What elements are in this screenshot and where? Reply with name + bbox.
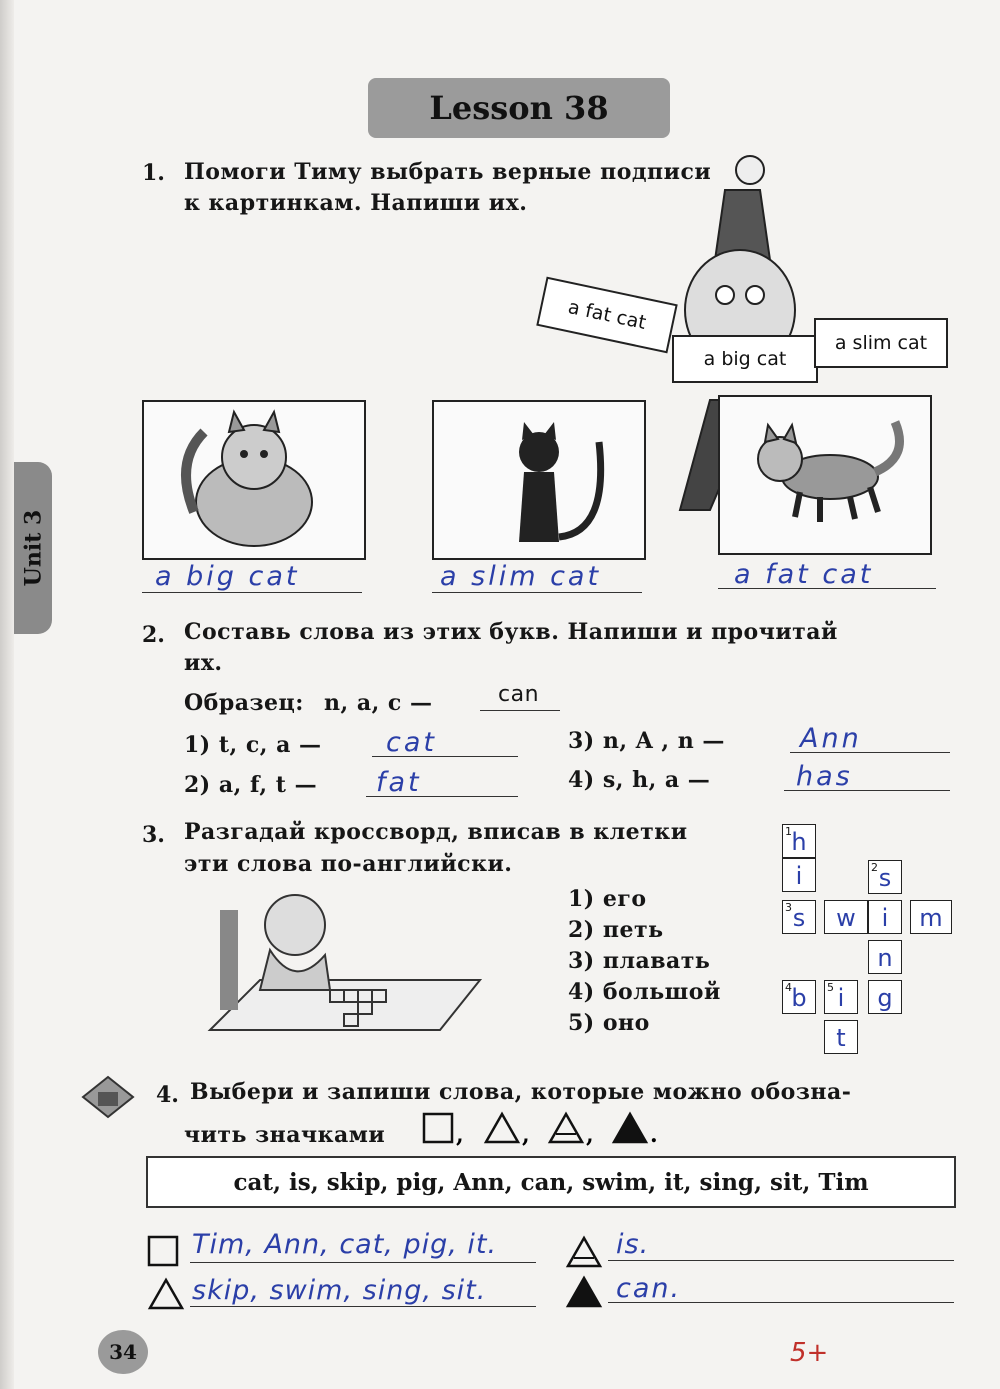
girl-doing-crossword-illustration: [200, 880, 490, 1040]
task3-clue-3: 3) плавать: [568, 948, 711, 974]
task4-word-list: cat, is, skip, pig, Ann, can, swim, it, sing, sit, Tim: [146, 1156, 956, 1208]
crossword-cell[interactable]: [824, 980, 858, 1014]
task2-item-1-prompt: 1) t, c, a —: [184, 732, 322, 758]
crossword-cell[interactable]: [868, 860, 902, 894]
unit-tab-label: Unit 3: [20, 509, 47, 587]
task2-item-4-answer: has: [796, 761, 853, 792]
task3-instruction-line1: Разгадай кроссворд, вписав в клетки: [184, 819, 688, 845]
answer-line: [790, 752, 950, 753]
crossword-letter: s: [792, 904, 806, 932]
task2-item-3-answer: Ann: [800, 723, 862, 754]
triangle-arrow-icon: [564, 1234, 604, 1270]
task4-number: 4.: [156, 1082, 179, 1108]
crossword-clue-number: 4: [785, 981, 792, 994]
filled-triangle-icon: [564, 1274, 604, 1310]
task1-instruction-line2: к картинкам. Напиши их.: [184, 190, 528, 216]
crossword-cell[interactable]: [868, 900, 902, 934]
task2-instruction-line1: Составь слова из этих букв. Напиши и прочитай: [184, 619, 838, 645]
lesson-title: Lesson 38: [368, 78, 670, 138]
answer-line: [480, 710, 560, 711]
crossword-cell[interactable]: [782, 900, 816, 934]
answer-line: [190, 1262, 536, 1263]
crossword-letter: i: [837, 984, 845, 1012]
task1-answer-1: a big cat: [155, 561, 300, 592]
task3-number: 3.: [142, 822, 165, 848]
crossword-letter: s: [878, 864, 892, 892]
answer-line: [784, 790, 950, 791]
task4-answer-triangle-arrow: is.: [616, 1229, 650, 1260]
answer-line: [366, 796, 518, 797]
task3-instruction-line2: эти слова по-английски.: [184, 851, 513, 877]
task1-number: 1.: [142, 160, 165, 186]
crossword-clue-number: 2: [871, 861, 878, 874]
task3-clue-2: 2) петь: [568, 917, 664, 943]
crossword-letter: i: [795, 862, 803, 890]
task4-symbols: [420, 1108, 670, 1148]
page-spine: [0, 0, 14, 1389]
picture-slim-cat: [432, 400, 646, 560]
task4-answer-triangle: skip, swim, sing, sit.: [192, 1275, 487, 1306]
task2-instruction-line2: их.: [184, 650, 223, 676]
crossword-letter: b: [791, 984, 807, 1012]
crossword-cell[interactable]: [782, 824, 816, 858]
answer-line: [142, 592, 362, 593]
crossword-clue-number: 3: [785, 901, 792, 914]
task1-instruction-line1: Помоги Тиму выбрать верные подписи: [184, 159, 712, 185]
crossword-clue-number: 5: [827, 981, 834, 994]
task2-sample-label: Образец:: [184, 690, 304, 716]
crossword-letter: t: [836, 1024, 846, 1052]
crossword-cell[interactable]: [868, 980, 902, 1014]
caption-card-slim-cat: a slim cat: [814, 318, 948, 368]
triangle-arrow-icon: [550, 1114, 582, 1142]
task1-answer-3: a fat cat: [734, 559, 874, 590]
crossword-cell[interactable]: [910, 900, 952, 934]
crossword-clue-number: 1: [785, 825, 792, 838]
task3-clue-5: 5) оно: [568, 1010, 650, 1036]
crossword-letter: h: [791, 828, 807, 856]
task1-answer-2: a slim cat: [440, 561, 602, 592]
task4-answer-square: Tim, Ann, cat, pig, it.: [192, 1229, 498, 1260]
answer-line: [190, 1306, 536, 1307]
task3-clue-1: 1) его: [568, 886, 647, 912]
picture-big-cat: [142, 400, 366, 560]
answer-line: [718, 588, 936, 589]
triangle-icon: [146, 1276, 186, 1312]
task2-sample-letters: n, a, c —: [324, 690, 433, 716]
caption-card-fat-cat: a fat cat: [536, 277, 677, 354]
task2-item-3-prompt: 3) n, A , n —: [568, 728, 725, 754]
crossword-letter: i: [881, 904, 889, 932]
crossword-cell[interactable]: [782, 980, 816, 1014]
task4-instruction-line1: Выбери и запиши слова, которые можно обозна-: [190, 1079, 852, 1105]
crossword-letter: w: [836, 904, 856, 932]
task2-item-4-prompt: 4) s, h, a —: [568, 767, 711, 793]
task2-item-2-answer: fat: [376, 767, 422, 798]
crossword-letter: g: [877, 984, 893, 1012]
answer-line: [372, 756, 518, 757]
svg-text:.: .: [650, 1122, 658, 1148]
answer-line: [608, 1260, 954, 1261]
answer-line: [432, 592, 642, 593]
square-icon: [146, 1234, 182, 1270]
task2-item-2-prompt: 2) a, f, t —: [184, 772, 318, 798]
task2-number: 2.: [142, 622, 165, 648]
crossword-cell[interactable]: [824, 900, 868, 934]
triangle-icon: [486, 1114, 518, 1142]
crossword-cell[interactable]: [824, 1020, 858, 1054]
task4-instruction-line2: чить значками: [184, 1122, 386, 1148]
crossword-cell[interactable]: [868, 940, 902, 974]
task2-item-1-answer: cat: [386, 727, 437, 758]
answer-line: [608, 1302, 954, 1303]
task4-answer-triangle-filled: can.: [616, 1273, 682, 1304]
caption-card-big-cat: a big cat: [672, 335, 818, 383]
svg-text:,: ,: [586, 1122, 594, 1148]
bookbag-icon: [78, 1072, 138, 1122]
filled-triangle-icon: [614, 1114, 646, 1142]
page-number: 34: [98, 1330, 148, 1374]
crossword-cell[interactable]: [782, 858, 816, 892]
crossword-letter: n: [877, 944, 893, 972]
picture-fat-cat: [718, 395, 932, 555]
svg-text:,: ,: [456, 1122, 464, 1148]
crossword-letter: m: [919, 904, 943, 932]
task3-clue-4: 4) большой: [568, 979, 721, 1005]
teacher-grade: 5+: [790, 1338, 829, 1368]
task2-sample-answer: can: [498, 682, 540, 707]
unit-tab: [14, 462, 52, 634]
svg-text:,: ,: [522, 1122, 530, 1148]
square-icon: [424, 1114, 452, 1142]
